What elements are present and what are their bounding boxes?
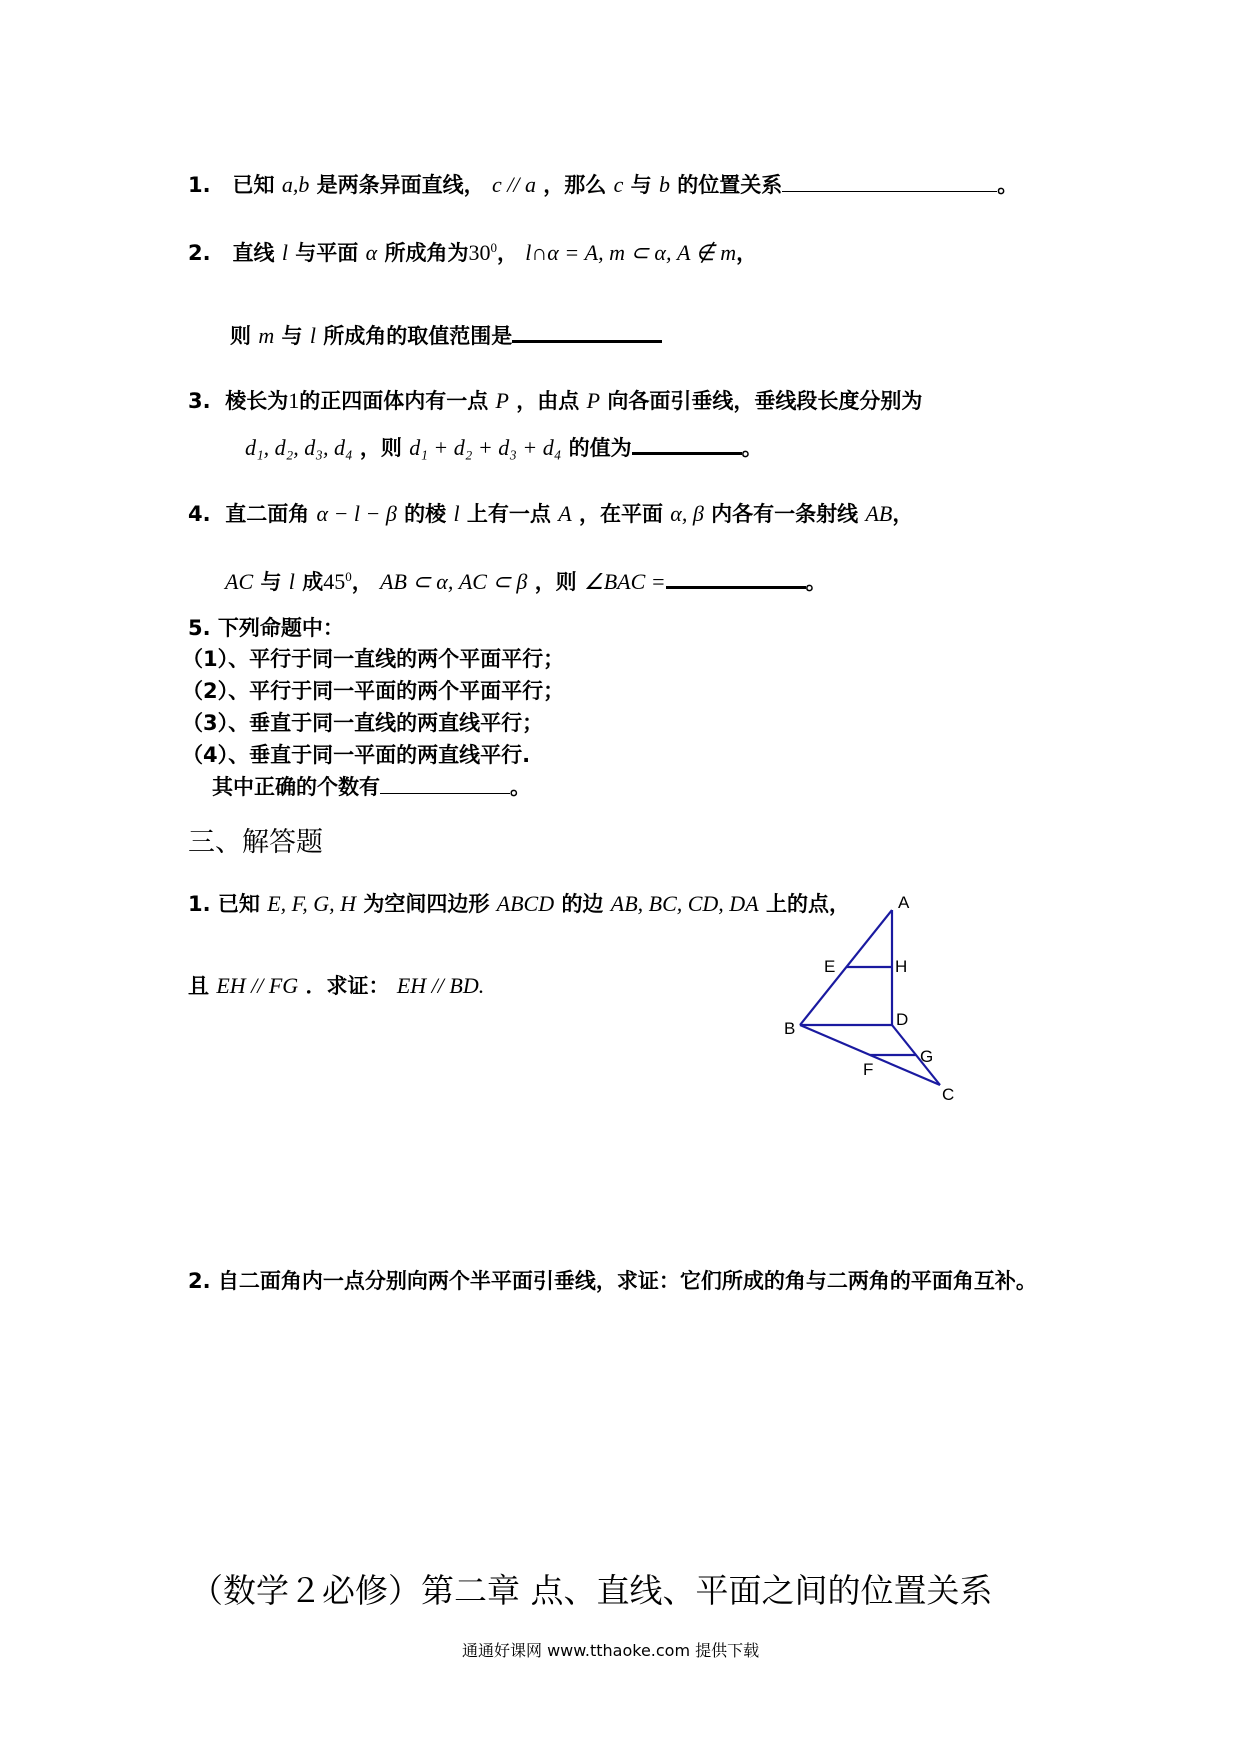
geometry-figure [780, 890, 1000, 1110]
chapter-title: （数学２必修）第二章 点、直线、平面之间的位置关系 [190, 1571, 993, 1610]
q3-number: 3. [188, 389, 211, 413]
question-2-line1: 2. 直线 l 与平面 α 所成角为$30^0$， l∩α = A, m ⊂ α, A ∉ m， [188, 240, 758, 265]
q2-answer-blank[interactable] [512, 322, 662, 343]
question-3-line2: d₁, d₂, d₃, d₄ ，则 d₁ + d₂ + d₃ + d₄ 的值为 。 [245, 435, 763, 460]
label-b: B [784, 1019, 796, 1038]
q3-answer-blank[interactable] [632, 434, 742, 455]
q1-answer-blank[interactable] [782, 173, 997, 192]
a2-number: 2. [188, 1269, 211, 1293]
answer-1-line1: 1. 已知 E, F, G, H 为空间四边形 ABCD 的边 AB, BC, CD, DA 上的点， [188, 891, 850, 916]
answer-1-line2: 且 EH // FG ．求证： EH // BD. [188, 973, 485, 998]
q4-number: 4. [188, 502, 211, 526]
label-a: A [898, 893, 910, 912]
q2-number: 2. [188, 241, 211, 265]
q5-tail: 其中正确的个数有 。 [212, 775, 531, 799]
label-g: G [920, 1047, 934, 1066]
q5-answer-blank[interactable] [380, 775, 510, 794]
question-1: 1. 已知 a,b 是两条异面直线， c // a ，那么 c 与 b 的位置关系 。 [188, 172, 1019, 197]
q5-item-1: （1）、平行于同一直线的两个平面平行； [182, 647, 565, 671]
q1-number: 1. [188, 173, 211, 197]
label-h: H [895, 957, 908, 976]
q4-answer-blank[interactable] [666, 568, 806, 589]
a1-number: 1. [188, 892, 211, 916]
question-5-intro: 5. 下列命题中： [188, 616, 344, 640]
q5-item-4: （4）、垂直于同一平面的两直线平行. [182, 743, 531, 767]
download-note: 通通好课网 www.tthaoke.com 提供下载 [462, 1641, 760, 1660]
question-4-line1: 4. 直二面角 α − l − β 的棱 l 上有一点 A ，在平面 α, β 内各有一条射线 AB， [188, 501, 914, 526]
label-e: E [824, 957, 836, 976]
section-heading: 三、解答题 [188, 827, 323, 858]
question-4-line2: AC 与 l 成$45^0$， AB ⊂ α, AC ⊂ β ，则 ∠BAC = 。 [225, 569, 827, 594]
q5-item-2: （2）、平行于同一平面的两个平面平行； [182, 679, 565, 703]
label-c: C [942, 1085, 955, 1104]
question-2-line2: 则 m 与 l 所成角的取值范围是 [230, 320, 662, 350]
q5-item-3: （3）、垂直于同一直线的两直线平行； [182, 711, 544, 735]
label-d: D [896, 1010, 909, 1029]
question-3-line1: 3. 棱长为1的正四面体内有一点 P ，由点 P 向各面引垂线，垂线段长度分别为 [188, 388, 923, 413]
label-f: F [863, 1060, 874, 1079]
answer-2: 2. 自二面角内一点分别向两个半平面引垂线，求证：它们所成的角与二两角的平面角互补。 [188, 1269, 1037, 1293]
q5-number: 5. [188, 616, 211, 640]
